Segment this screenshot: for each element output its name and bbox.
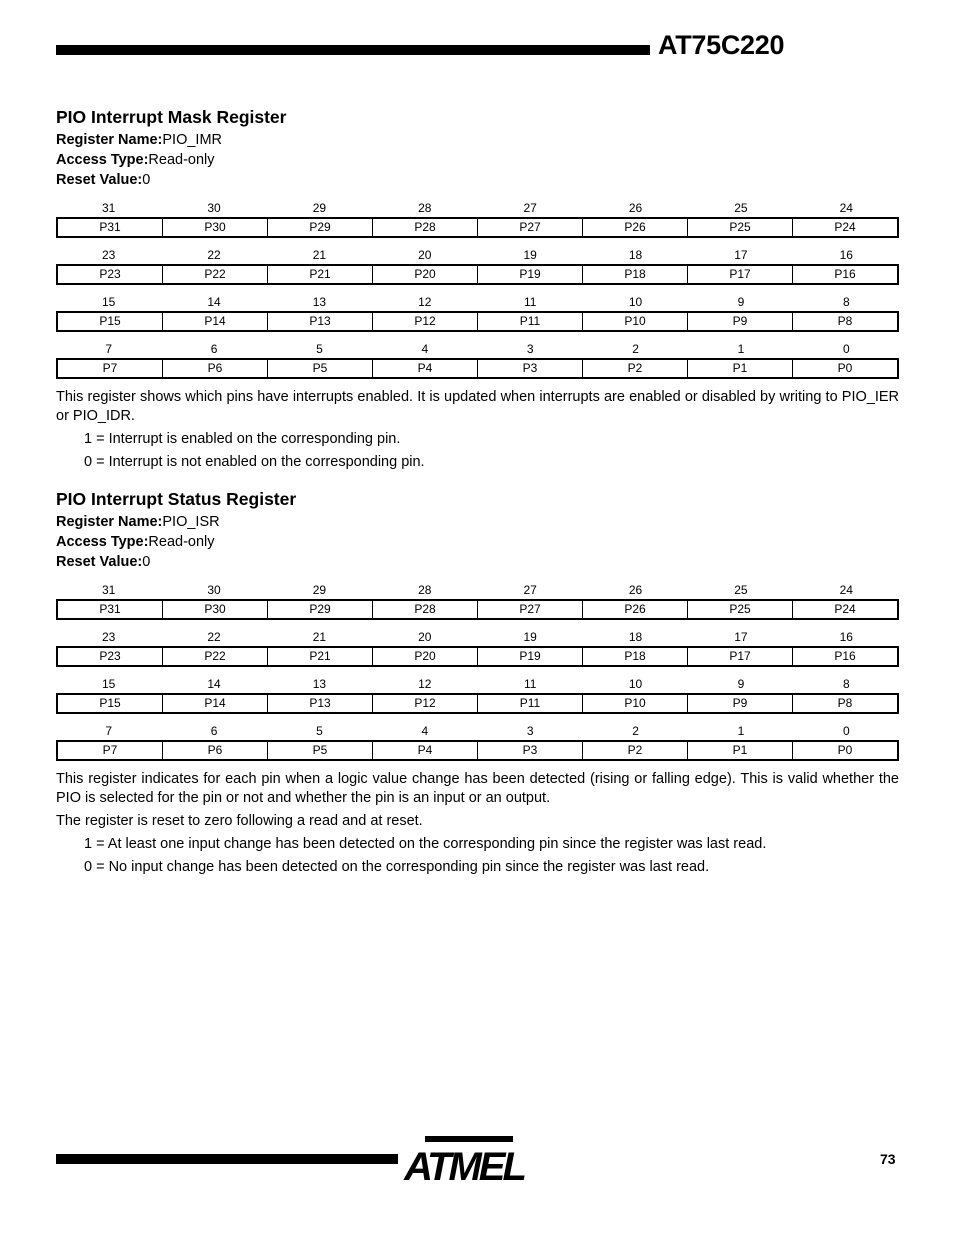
isr-bit-table <box>56 582 899 761</box>
bit-number: 8 <box>842 677 850 691</box>
bit-field: P3 <box>477 742 582 759</box>
bit-number: 7 <box>105 724 113 738</box>
bit-number: 16 <box>839 630 853 644</box>
bit-number: 27 <box>523 583 537 597</box>
bit-field: P2 <box>582 742 687 759</box>
bit-number: 2 <box>632 342 639 356</box>
isr-bit-group <box>56 723 899 761</box>
bit-number: 15 <box>102 677 116 691</box>
doc-title: AT75C220 <box>658 30 785 60</box>
bit-number-row <box>56 629 899 646</box>
bit-field: P20 <box>372 648 477 665</box>
isr-bit-group <box>56 582 899 620</box>
imr-bit-group <box>56 200 899 238</box>
bit-field: P30 <box>162 219 267 236</box>
bit-number: 15 <box>102 295 116 309</box>
bit-field: P17 <box>687 648 792 665</box>
bit-number: 24 <box>839 201 853 215</box>
bit-field: P4 <box>372 360 477 377</box>
bit-number: 29 <box>312 583 327 597</box>
footer-rule <box>56 1154 398 1164</box>
imr-access-label: Access Type: <box>56 152 149 168</box>
bit-field-row <box>56 217 899 238</box>
bit-field: P20 <box>372 266 477 283</box>
bit-number-row <box>56 676 899 693</box>
bit-number-row <box>56 247 899 264</box>
bit-field: P12 <box>372 695 477 712</box>
bit-field: P9 <box>687 313 792 330</box>
bit-field: P16 <box>792 648 897 665</box>
bit-field: P25 <box>687 219 792 236</box>
bit-number: 14 <box>207 677 221 691</box>
bit-field: P12 <box>372 313 477 330</box>
bit-number: 24 <box>839 583 853 597</box>
bit-number: 31 <box>102 201 116 215</box>
bit-number: 12 <box>418 677 432 691</box>
bit-field: P14 <box>162 695 267 712</box>
isr-title: PIO Interrupt Status Register <box>56 489 297 509</box>
bit-field: P29 <box>267 601 372 618</box>
bit-number-row <box>56 582 899 599</box>
bit-number: 5 <box>316 342 323 356</box>
bit-number: 30 <box>207 201 221 215</box>
bit-field: P7 <box>102 743 118 757</box>
bit-number: 14 <box>207 295 221 309</box>
bit-number: 26 <box>628 201 643 215</box>
imr-name-value: PIO_IMR <box>162 132 222 148</box>
bit-field: P26 <box>582 219 687 236</box>
bit-field: P16 <box>792 266 897 283</box>
bit-number: 13 <box>312 677 327 691</box>
bit-number: 31 <box>102 583 116 597</box>
bit-number: 27 <box>523 201 537 215</box>
bit-field: P27 <box>477 601 582 618</box>
bit-field: P5 <box>267 360 372 377</box>
bit-field: P10 <box>582 695 687 712</box>
page-number: 73 <box>880 1151 896 1167</box>
isr-name-label: Register Name: <box>56 514 163 530</box>
isr-section <box>56 488 899 877</box>
bit-number: 11 <box>523 677 537 691</box>
bit-number-row <box>56 294 899 311</box>
bit-number: 22 <box>207 248 221 262</box>
bit-field: P27 <box>477 219 582 236</box>
bit-number: 21 <box>312 630 327 644</box>
bit-field: P15 <box>99 696 121 710</box>
isr-description: This register indicates for each pin when a logic value change has been detected (rising or falling edge). This is valid whether the PIO is selected for the pin or not and whether the pin is an input or an output. <box>56 771 899 806</box>
bit-number: 18 <box>628 630 643 644</box>
bit-field: P21 <box>267 648 372 665</box>
bit-field: P24 <box>792 219 897 236</box>
bit-field: P19 <box>477 648 582 665</box>
bit-number: 19 <box>523 630 537 644</box>
imr-reset-label: Reset Value: <box>56 172 143 188</box>
imr-item-1: 1 = Interrupt is enabled on the corresponding pin. <box>84 431 401 447</box>
bit-field: P7 <box>102 361 118 375</box>
bit-field: P11 <box>477 695 582 712</box>
imr-access-value: Read-only <box>148 152 215 168</box>
bit-number: 0 <box>842 724 850 738</box>
bit-number: 30 <box>207 583 221 597</box>
bit-field: P19 <box>477 266 582 283</box>
bit-field: P0 <box>792 742 897 759</box>
bit-field: P18 <box>582 648 687 665</box>
bit-field: P22 <box>162 648 267 665</box>
bit-number-row <box>56 200 899 217</box>
imr-meta <box>56 130 899 190</box>
bit-number-row <box>56 723 899 740</box>
bit-number: 16 <box>839 248 853 262</box>
bit-number: 9 <box>737 295 745 309</box>
isr-bit-group <box>56 629 899 667</box>
isr-access-value: Read-only <box>148 534 215 550</box>
bit-number: 25 <box>734 583 748 597</box>
bit-field: P28 <box>372 601 477 618</box>
bit-number: 23 <box>102 630 116 644</box>
bit-number: 13 <box>312 295 327 309</box>
bit-field: P8 <box>792 313 897 330</box>
header-rule <box>56 45 650 55</box>
bit-number: 18 <box>628 248 643 262</box>
bit-number: 25 <box>734 201 748 215</box>
bit-field: P18 <box>582 266 687 283</box>
bit-number: 26 <box>628 583 643 597</box>
imr-bit-group <box>56 294 899 332</box>
bit-field: P24 <box>792 601 897 618</box>
bit-field: P21 <box>267 266 372 283</box>
bit-field: P1 <box>687 360 792 377</box>
bit-field: P11 <box>477 313 582 330</box>
isr-item-1: 1 = At least one input change has been detected on the corresponding pin since the register was last read. <box>84 836 767 852</box>
isr-name-value: PIO_ISR <box>162 514 220 530</box>
bit-field: P10 <box>582 313 687 330</box>
isr-reset-note: The register is reset to zero following a read and at reset. <box>56 813 423 829</box>
bit-number: 4 <box>421 724 429 738</box>
imr-section <box>56 106 899 472</box>
bit-number: 28 <box>418 201 432 215</box>
bit-field: P6 <box>162 742 267 759</box>
bit-field-row <box>56 311 899 332</box>
bit-number: 21 <box>312 248 327 262</box>
isr-reset-label: Reset Value: <box>56 554 143 570</box>
bit-number: 10 <box>628 295 643 309</box>
bit-field: P2 <box>582 360 687 377</box>
bit-field: P26 <box>582 601 687 618</box>
bit-field-row <box>56 599 899 620</box>
bit-field: P6 <box>162 360 267 377</box>
bit-number: 9 <box>737 677 745 691</box>
bit-field: P13 <box>267 695 372 712</box>
bit-field: P13 <box>267 313 372 330</box>
imr-bit-table <box>56 200 899 379</box>
bit-field: P9 <box>687 695 792 712</box>
bit-number: 20 <box>418 248 432 262</box>
bit-number: 7 <box>105 342 113 356</box>
isr-meta <box>56 512 899 572</box>
bit-number: 0 <box>842 342 850 356</box>
bit-field: P5 <box>267 742 372 759</box>
bit-field: P17 <box>687 266 792 283</box>
imr-item-0: 0 = Interrupt is not enabled on the corresponding pin. <box>84 454 425 470</box>
bit-field-row <box>56 646 899 667</box>
bit-field-row <box>56 693 899 714</box>
bit-field: P8 <box>792 695 897 712</box>
bit-field: P28 <box>372 219 477 236</box>
bit-number: 28 <box>418 583 432 597</box>
bit-number: 5 <box>316 724 323 738</box>
bit-number: 19 <box>523 248 537 262</box>
bit-number: 17 <box>734 248 748 262</box>
isr-item-0: 0 = No input change has been detected on the corresponding pin since the register was last read. <box>84 859 710 875</box>
imr-reset-value: 0 <box>142 172 151 188</box>
bit-number-row <box>56 341 899 358</box>
bit-field: P23 <box>99 267 121 281</box>
bit-field: P4 <box>372 742 477 759</box>
bit-number: 1 <box>737 342 745 356</box>
imr-title: PIO Interrupt Mask Register <box>56 107 287 127</box>
bit-number: 29 <box>312 201 327 215</box>
imr-description: This register shows which pins have interrupts enabled. It is updated when interrupts are enabled or disabled by writing to PIO_IER or PIO_IDR. <box>56 389 899 424</box>
isr-bit-group <box>56 676 899 714</box>
bit-field: P3 <box>477 360 582 377</box>
bit-field: P31 <box>99 602 121 616</box>
isr-reset-value: 0 <box>142 554 151 570</box>
bit-number: 11 <box>523 295 537 309</box>
imr-name-label: Register Name: <box>56 132 163 148</box>
imr-bit-group <box>56 247 899 285</box>
bit-field: P14 <box>162 313 267 330</box>
bit-number: 23 <box>102 248 116 262</box>
bit-number: 20 <box>418 630 432 644</box>
bit-field: P29 <box>267 219 372 236</box>
bit-number: 6 <box>210 342 218 356</box>
imr-bit-group <box>56 341 899 379</box>
bit-number: 17 <box>734 630 748 644</box>
bit-number: 12 <box>418 295 432 309</box>
bit-field-row <box>56 740 899 761</box>
bit-field-row <box>56 264 899 285</box>
bit-field: P25 <box>687 601 792 618</box>
bit-number: 4 <box>421 342 429 356</box>
bit-field-row <box>56 358 899 379</box>
bit-number: 2 <box>632 724 639 738</box>
bit-field: P15 <box>99 314 121 328</box>
bit-field: P0 <box>792 360 897 377</box>
bit-number: 6 <box>210 724 218 738</box>
isr-access-label: Access Type: <box>56 534 149 550</box>
bit-number: 3 <box>526 342 534 356</box>
bit-field: P22 <box>162 266 267 283</box>
bit-number: 8 <box>842 295 850 309</box>
bit-number: 22 <box>207 630 221 644</box>
svg-text:ATMEL: ATMEL <box>404 1145 524 1189</box>
bit-field: P30 <box>162 601 267 618</box>
bit-field: P31 <box>99 220 121 234</box>
bit-number: 10 <box>628 677 643 691</box>
atmel-logo <box>404 1136 524 1189</box>
bit-field: P1 <box>687 742 792 759</box>
bit-number: 3 <box>526 724 534 738</box>
bit-field: P23 <box>99 649 121 663</box>
bit-number: 1 <box>737 724 745 738</box>
